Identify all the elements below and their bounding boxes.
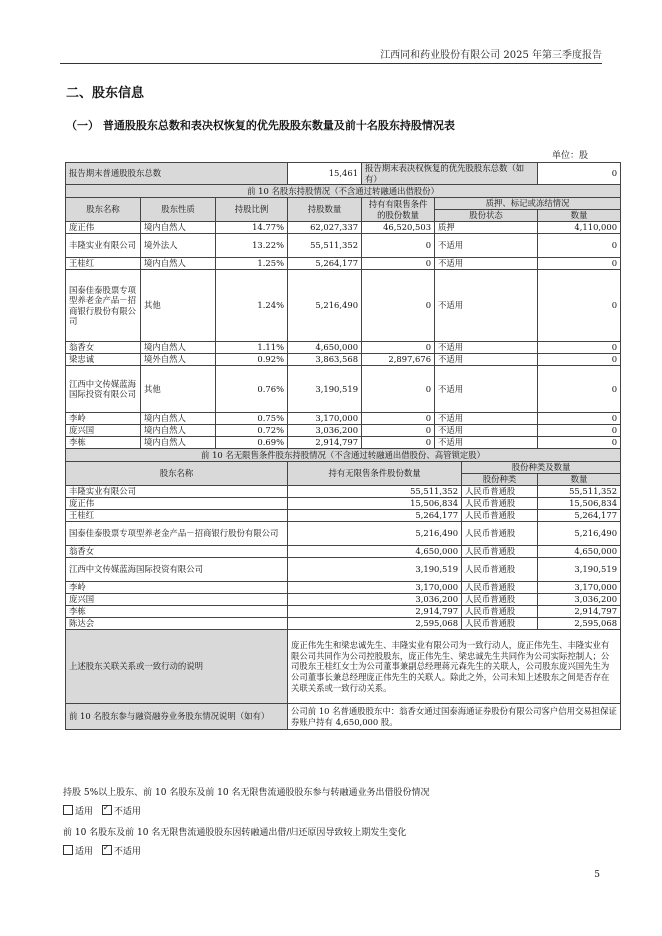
unrestricted-row [66,522,621,546]
top10-row [66,437,621,449]
page-number: 5 [594,870,600,880]
col-kind-group-header: 股份种类及数量 [462,462,621,474]
pref-holders-value: 0 [538,163,621,185]
shareholder-nature: 境内自然人 [141,437,216,449]
share-kind: 人民币普通股 [462,606,538,618]
restricted-qty: 0 [362,413,435,425]
share-status: 不适用 [435,258,538,270]
share-status: 质押 [435,222,538,234]
change-options [63,844,147,857]
shareholder-nature: 境内自然人 [141,258,216,270]
share-kind: 人民币普通股 [462,498,538,510]
share-kind: 人民币普通股 [462,558,538,582]
holding-ratio: 0.92% [216,354,288,366]
unrestricted-header-row-1 [66,462,621,474]
holding-qty: 3,036,200 [288,425,362,437]
top10-row [66,222,621,234]
restricted-qty: 0 [362,234,435,258]
shareholder-name: 丰隆实业有限公司 [66,234,141,258]
unrestricted-row [66,618,621,630]
top10-title-row [66,185,621,198]
col-kind-header: 股份种类 [462,474,538,486]
shareholder-name: 江西中文传媒蓝海国际投资有限公司 [66,558,288,582]
holding-qty: 3,170,000 [288,413,362,425]
col-name-header: 股东名称 [66,462,288,486]
top10-row [66,425,621,437]
top10-row [66,258,621,270]
holding-qty: 55,511,352 [288,234,362,258]
col-pledge-header: 质押、标记或冻结情况 [435,198,621,210]
share-count: 3,170,000 [538,582,621,594]
option-yes: 适用 [75,847,94,857]
holding-qty: 5,264,177 [288,258,362,270]
pledge-count: 0 [538,366,621,413]
share-status: 不适用 [435,437,538,449]
option-yes: 适用 [75,807,94,817]
holding-qty: 2,914,797 [288,437,362,449]
margin-row [66,704,621,730]
pledge-count: 0 [538,425,621,437]
common-holders-label: 报告期末普通股股东总数 [66,163,288,185]
col-unrestricted-qty-header: 持有无限售条件股份数量 [288,462,462,486]
top10-row [66,413,621,425]
share-count: 55,511,352 [538,486,621,498]
relations-label: 上述股东关联关系或一致行动的说明 [66,630,288,704]
shareholder-name: 庞正伟 [66,222,141,234]
shareholder-name: 李栋 [66,437,141,449]
col-nature-header: 股东性质 [141,198,216,222]
unrestricted-qty: 15,506,834 [288,498,462,510]
restricted-qty: 2,897,676 [362,354,435,366]
shareholder-name: 庞兴国 [66,594,288,606]
share-kind: 人民币普通股 [462,510,538,522]
holding-ratio: 13.22% [216,234,288,258]
unit-label: 单位：股 [551,151,588,161]
lending-options [63,804,147,817]
pledge-count: 0 [538,354,621,366]
shareholder-name: 李栋 [66,606,288,618]
restricted-qty: 0 [362,425,435,437]
holding-ratio: 14.77% [216,222,288,234]
col-name-header: 股东名称 [66,198,141,222]
section-title: 二、股东信息 [66,86,145,101]
top10-row [66,270,621,342]
share-status: 不适用 [435,413,538,425]
report-header: 江西同和药业股份有限公司 2025 年第三季度报告 [380,50,602,61]
unrestricted-qty: 3,036,200 [288,594,462,606]
share-kind: 人民币普通股 [462,582,538,594]
top10-title: 前 10 名股东持股情况（不含通过转融通出借股份） [66,185,621,198]
checkbox-checked-icon[interactable] [102,845,112,855]
share-status: 不适用 [435,234,538,258]
share-kind: 人民币普通股 [462,618,538,630]
col-ratio-header: 持股比例 [216,198,288,222]
share-count: 2,595,068 [538,618,621,630]
lending-note: 持股 5%以上股东、前 10 名股东及前 10 名无限售流通股股东参与转融通业务出借股份情况 [63,788,430,798]
margin-label: 前 10 名股东参与融资融券业务股东情况说明（如有） [66,704,288,730]
shareholder-name: 王桂红 [66,510,288,522]
holding-qty: 5,216,490 [288,270,362,342]
unrestricted-qty: 5,216,490 [288,522,462,546]
restricted-qty: 0 [362,342,435,354]
shareholder-nature: 境内自然人 [141,425,216,437]
restricted-qty: 0 [362,366,435,413]
share-count: 15,506,834 [538,498,621,510]
col-status-header: 股份状态 [435,210,538,222]
unrestricted-row [66,510,621,522]
shareholder-nature: 境内自然人 [141,222,216,234]
shareholder-name: 江西中文传媒蓝海国际投资有限公司 [66,366,141,413]
unrestricted-qty: 3,190,519 [288,558,462,582]
share-kind: 人民币普通股 [462,594,538,606]
shareholder-table [65,162,621,730]
unrestricted-qty: 2,914,797 [288,606,462,618]
top10-header-row-1 [66,198,621,210]
share-kind: 人民币普通股 [462,546,538,558]
shareholder-nature: 境内自然人 [141,413,216,425]
pledge-count: 0 [538,342,621,354]
holding-qty: 3,190,519 [288,366,362,413]
shareholder-name: 王桂红 [66,258,141,270]
col-count-header: 数量 [538,210,621,222]
share-count: 5,264,177 [538,510,621,522]
shareholder-name: 李岭 [66,413,141,425]
summary-row [66,163,621,185]
unrestricted-row [66,498,621,510]
share-status: 不适用 [435,366,538,413]
share-count: 5,216,490 [538,522,621,546]
col-qty-header: 持股数量 [288,198,362,222]
pref-holders-label: 报告期末表决权恢复的优先股股东总数（如有） [362,163,538,185]
pledge-count: 0 [538,234,621,258]
share-status: 不适用 [435,425,538,437]
shareholder-nature: 境外自然人 [141,354,216,366]
holding-qty: 3,863,568 [288,354,362,366]
shareholder-name: 翁香女 [66,342,141,354]
pledge-count: 0 [538,258,621,270]
holding-ratio: 1.25% [216,258,288,270]
restricted-qty: 0 [362,270,435,342]
relations-row [66,630,621,704]
holding-ratio: 1.11% [216,342,288,354]
top10-row [66,366,621,413]
restricted-qty: 46,520,503 [362,222,435,234]
unrestricted-title-row [66,449,621,462]
share-count: 3,036,200 [538,594,621,606]
change-note: 前 10 名股东及前 10 名无限售流通股股东因转融通出借/归还原因导致较上期发生变化 [63,828,407,838]
unrestricted-row [66,606,621,618]
checkbox-icon[interactable] [63,805,73,815]
share-status: 不适用 [435,270,538,342]
pledge-count: 0 [538,270,621,342]
shareholder-name: 陈达会 [66,618,288,630]
share-status: 不适用 [435,342,538,354]
checkbox-checked-icon[interactable] [102,805,112,815]
unrestricted-qty: 55,511,352 [288,486,462,498]
share-count: 4,650,000 [538,546,621,558]
unrestricted-row [66,486,621,498]
share-count: 3,190,519 [538,558,621,582]
shareholder-nature: 境内自然人 [141,342,216,354]
shareholder-name: 国泰佳泰股票专项型养老金产品－招商银行股份有限公司 [66,522,288,546]
shareholder-name: 国泰佳泰股票专项型养老金产品－招商银行股份有限公司 [66,270,141,342]
holding-qty: 4,650,000 [288,342,362,354]
share-count: 2,914,797 [538,606,621,618]
shareholder-name: 翁香女 [66,546,288,558]
share-kind: 人民币普通股 [462,522,538,546]
holding-ratio: 1.24% [216,270,288,342]
unrestricted-row [66,582,621,594]
unrestricted-row [66,546,621,558]
pledge-count: 0 [538,437,621,449]
margin-text: 公司前 10 名普通股股东中：翁香女通过国泰海通证券股份有限公司客户信用交易担保证券账户持有 4,650,000 股。 [288,704,621,730]
col-count-header: 数量 [538,474,621,486]
share-kind: 人民币普通股 [462,486,538,498]
restricted-qty: 0 [362,258,435,270]
holding-ratio: 0.69% [216,437,288,449]
option-no: 不适用 [113,847,141,857]
restricted-qty: 0 [362,437,435,449]
common-holders-value: 15,461 [288,163,362,185]
col-restricted-header: 持有有限售条件的股份数量 [362,198,435,222]
holding-qty: 62,027,337 [288,222,362,234]
header-rule [60,63,602,64]
shareholder-nature: 其他 [141,270,216,342]
subsection-title: （一） 普通股股东总数和表决权恢复的优先股股东数量及前十名股东持股情况表 [66,119,455,132]
shareholder-nature: 境外法人 [141,234,216,258]
unrestricted-title: 前 10 名无限售条件股东持股情况（不含通过转融通出借股份、高管锁定股） [66,449,621,462]
unrestricted-qty: 3,170,000 [288,582,462,594]
share-status: 不适用 [435,354,538,366]
shareholder-name: 李岭 [66,582,288,594]
shareholder-name: 庞正伟 [66,498,288,510]
pledge-count: 0 [538,413,621,425]
shareholder-name: 丰隆实业有限公司 [66,486,288,498]
pledge-count: 4,110,000 [538,222,621,234]
relations-text: 庞正伟先生和梁忠诚先生、丰隆实业有限公司为一致行动人，庞正伟先生、丰隆实业有限公司共同作为公司控股股东，庞正伟先生、梁忠诚先生共同作为公司实际控制人；公司股东王桂红女士为公司董事兼副总经理蒋元森先生的关联人，公司股东庞兴国先生为公司董事长兼总经理庞正伟先生的关联人。除此之外，公司未知上述股东之间是否存在关联关系或一致行动关系。 [288,630,621,704]
option-no: 不适用 [113,807,141,817]
top10-row [66,234,621,258]
holding-ratio: 0.75% [216,413,288,425]
top10-row [66,342,621,354]
unrestricted-qty: 4,650,000 [288,546,462,558]
shareholder-name: 梁忠诚 [66,354,141,366]
holding-ratio: 0.76% [216,366,288,413]
unrestricted-row [66,594,621,606]
shareholder-nature: 其他 [141,366,216,413]
top10-row [66,354,621,366]
holding-ratio: 0.72% [216,425,288,437]
unrestricted-qty: 5,264,177 [288,510,462,522]
shareholder-name: 庞兴国 [66,425,141,437]
unrestricted-row [66,558,621,582]
checkbox-icon[interactable] [63,845,73,855]
unrestricted-qty: 2,595,068 [288,618,462,630]
